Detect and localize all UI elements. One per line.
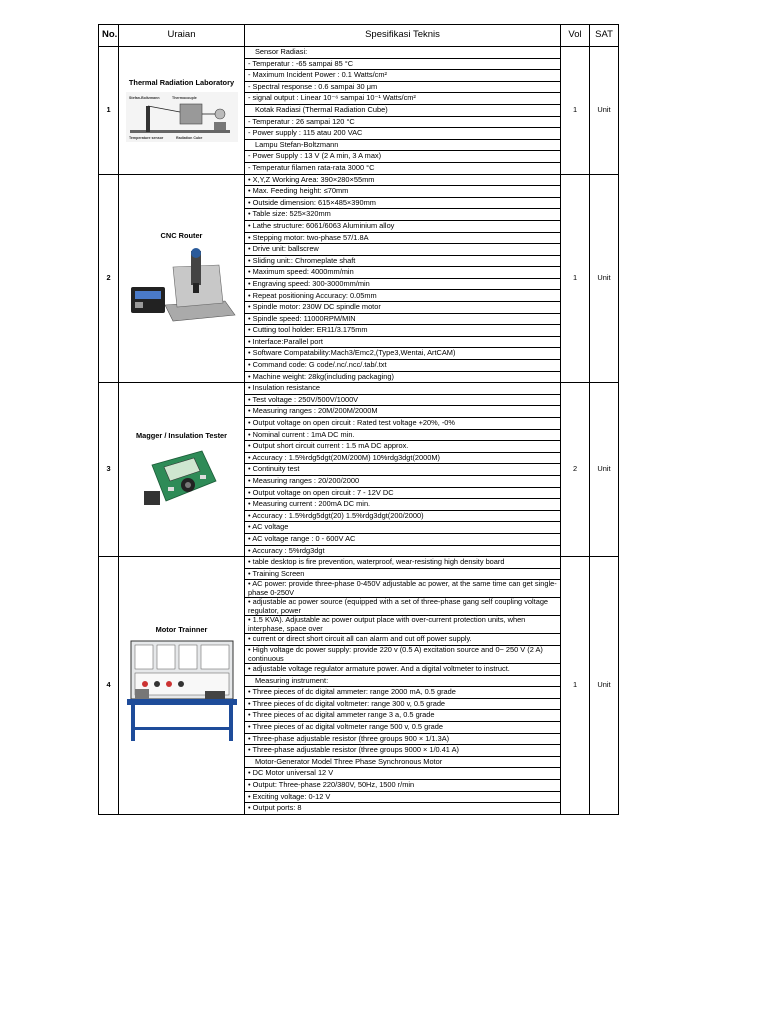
spec-line: • Interface:Parallel port [245,336,561,348]
spec-line: • AC voltage range : 0 - 600V AC [245,533,561,545]
header-row [99,25,619,47]
item-uraian [119,557,245,815]
spec-line: • Output short circuit current : 1.5 mA DC approx. [245,441,561,453]
spec-line: • Spindle speed: 11000RPM/MIN [245,313,561,325]
spec-line: • Software Compatability:Mach3/Emc2,(Type3,Wentai, ArtCAM) [245,348,561,360]
item-name: Motor Trainner [155,625,208,635]
table-row [99,383,619,395]
spec-line: • Accuracy : 5%rdg3dgt [245,545,561,557]
spec-line: - Spectral response : 0.6 sampai 30 μm [245,81,561,93]
spec-line: • Three-phase adjustable resistor (three groups 9000 × 1/0.41 A) [245,745,561,757]
spec-line: • Three-phase adjustable resistor (three groups 900 × 1/1.3A) [245,733,561,745]
spec-line: Lampu Stefan-Boltzmann [245,139,561,151]
insulation-tester-image [142,445,222,507]
header-no: No. [99,25,119,47]
item-name: Thermal Radiation Laboratory [128,78,235,87]
item-uraian [119,174,245,383]
spec-line: • AC power: provide three-phase 0-450V adjustable ac power, at the same time can get single-phase 0-250V [245,580,561,598]
spec-line: • Training Screen [245,568,561,580]
spec-line: • DC Motor universal 12 V [245,768,561,780]
spec-line: • Measuring ranges : 20/200/2000 [245,475,561,487]
item-uraian [119,383,245,557]
item-number: 3 [99,383,119,557]
item-number: 4 [99,557,119,815]
spec-line: • X,Y,Z Working Area: 390×280×55mm [245,174,561,186]
spec-line: Motor-Generator Model Three Phase Synchronous Motor [245,756,561,768]
spec-line: • Repeat positioning Accuracy: 0.05mm [245,290,561,302]
spec-line: • adjustable ac power source (equipped with a set of three-phase gang self coupling voltage regulator, power [245,598,561,616]
item-uraian [119,47,245,175]
spec-line: - Maximum Incident Power : 0.1 Watts/cm² [245,70,561,82]
spec-line: Measuring instrument: [245,675,561,687]
table-row [99,557,619,569]
spec-line: • Measuring current : 200mA DC min. [245,499,561,511]
svg-text:Thermocouple: Thermocouple [171,95,197,100]
spec-line: • Continuity test [245,464,561,476]
spec-line: - signal output : Linear 10⁻⁶ sampai 10⁻¹ Watts/cm² [245,93,561,105]
spec-line: Sensor Radiasi: [245,47,561,59]
spec-line: • Output voltage on open circuit : Rated test voltage +20%, -0% [245,418,561,430]
spec-line: • Three pieces of ac digital ammeter range 3 a, 0.5 grade [245,710,561,722]
spec-line: • Machine weight: 28kg(including packaging) [245,371,561,383]
spec-line: • Accuracy : 1.5%rdg5dgt(20M/200M) 10%rdg3dgt(2000M) [245,452,561,464]
item-sat: Unit [590,557,619,815]
spec-line: • Output: Three-phase 220/380V, 50Hz, 1500 r/min [245,779,561,791]
spec-line: • Insulation resistance [245,383,561,395]
spec-line: • Three pieces of ac digital voltmeter range 500 v, 0.5 grade [245,722,561,734]
item-number: 1 [99,47,119,175]
spec-line: Kotak Radiasi (Thermal Radiation Cube) [245,104,561,116]
svg-text:Stefan-Boltzmann: Stefan-Boltzmann [128,95,160,100]
spec-line: - Temperatur : -65 sampai 85 °C [245,58,561,70]
spec-line: • table desktop is fire prevention, waterproof, wear-resisting high density board [245,557,561,569]
spec-line: • High voltage dc power supply: provide 220 v (0.5 A) excitation source and 0~ 250 V (2 A) continuous [245,646,561,664]
spec-line: • Three pieces of dc digital ammeter: range 2000 mA, 0.5 grade [245,687,561,699]
spec-line: • Accuracy : 1.5%rdg5dgt(20) 1.5%rdg3dgt(200/2000) [245,510,561,522]
svg-text:Radiation Cube: Radiation Cube [175,135,202,140]
item-vol: 1 [561,47,590,175]
spec-table [98,24,619,815]
item-sat: Unit [590,383,619,557]
item-vol: 1 [561,174,590,383]
spec-line: • Output ports: 8 [245,803,561,815]
cnc-router-image [127,245,237,325]
spec-line: • adjustable voltage regulator armature power. And a digital voltmeter to instruct. [245,664,561,676]
spec-line: • Measuring ranges : 20M/200M/2000M [245,406,561,418]
spec-line: • 1.5 KVA). Adjustable ac power output place with over-current protection units, when interphase, space over [245,616,561,634]
spec-line: • Lathe structure: 6061/6063 Aluminium alloy [245,220,561,232]
spec-line: • Outside dimension: 615×485×390mm [245,197,561,209]
spec-line: • Table size: 525×320mm [245,209,561,221]
item-name: Magger / Insulation Tester [135,431,228,441]
header-vol: Vol [561,25,590,47]
table-row [99,47,619,59]
spec-line: • Stepping motor: two-phase 57/1.8A [245,232,561,244]
spec-line: • Maximum speed: 4000mm/min [245,267,561,279]
spec-line: - Power Supply : 13 V (2 A min, 3 A max) [245,151,561,163]
table-row [99,174,619,186]
spec-line: • Engraving speed: 300-3000mm/min [245,278,561,290]
spec-line: • Nominal current : 1mA DC min. [245,429,561,441]
item-name: CNC Router [160,231,203,241]
spec-line: - Temperatur filamen rata-rata 3000 °C [245,162,561,174]
spec-line: • Exciting voltage: 0-12 V [245,791,561,803]
item-sat: Unit [590,47,619,175]
item-number: 2 [99,174,119,383]
spec-line: • Test voltage : 250V/500V/1000V [245,394,561,406]
header-uraian: Uraian [119,25,245,47]
motor-trainer-image [125,639,239,745]
item-vol: 2 [561,383,590,557]
spec-line: • Spindle motor: 230W DC spindle motor [245,302,561,314]
header-sat: SAT [590,25,619,47]
spec-line: • Sliding unit:: Chromeplate shaft [245,255,561,267]
spec-line: • Command code: G code/.nc/.ncc/.tab/.txt [245,360,561,372]
spec-line: • Three pieces of dc digital voltmeter: range 300 v, 0.5 grade [245,698,561,710]
spec-line: • AC voltage [245,522,561,534]
spec-line: • Cutting tool holder: ER11/3.175mm [245,325,561,337]
header-spesifikasi: Spesifikasi Teknis [245,25,561,47]
spec-line: • Output voltage on open circuit : 7 - 12V DC [245,487,561,499]
svg-text:Temperature sensor: Temperature sensor [128,135,163,140]
spec-line: - Temperatur : 26 sampai 120 °C [245,116,561,128]
spec-line: • Max. Feeding height: ≤70mm [245,186,561,198]
item-sat: Unit [590,174,619,383]
spec-line: • Drive unit: ballscrew [245,244,561,256]
thermal-lab-image [126,92,238,142]
spec-line: - Power supply : 115 atau 200 VAC [245,128,561,140]
item-vol: 1 [561,557,590,815]
spec-line: • current or direct short circuit all can alarm and cut off power supply. [245,634,561,646]
